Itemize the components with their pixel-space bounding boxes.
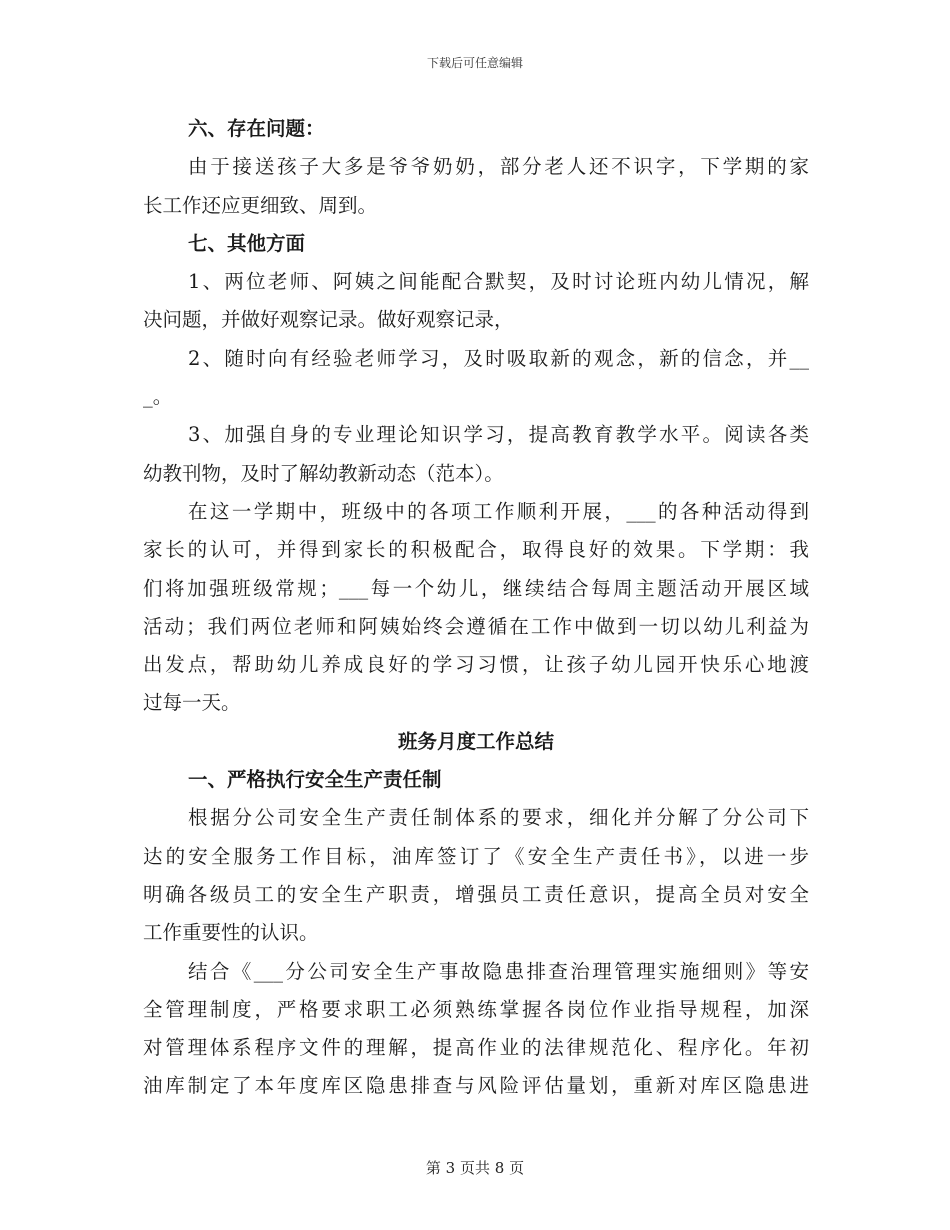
paragraph-line: 明确各级员工的安全生产职责，增强员工责任意识，提高全员对安全 (143, 882, 809, 906)
paragraph-line: 由于接送孩子大多是爷爷奶奶，部分老人还不识字，下学期的家 (188, 155, 809, 179)
paragraph-line: 工作重要性的认识。 (143, 921, 319, 945)
page-header: 下载后可任意编辑 (426, 56, 523, 70)
paragraph-line: 出发点，帮助幼儿养成良好的学习习惯，让孩子幼儿园开快乐心地渡 (143, 653, 809, 677)
section-heading-safety: 一、严格执行安全生产责任制 (188, 768, 442, 792)
paragraph-line: 决问题，并做好观察记录。做好观察记录， (143, 308, 514, 332)
paragraph-line: 长工作还应更细致、周到。 (143, 193, 378, 217)
section-heading-other: 七、其他方面 (188, 231, 306, 255)
paragraph-line: 达的安全服务工作目标，油库签订了《安全生产责任书》，以进一步 (143, 844, 809, 868)
paragraph-line: 对管理体系程序文件的理解，提高作业的法律规范化、程序化。年初 (143, 1036, 809, 1060)
paragraph-line: 过每一天。 (143, 691, 241, 715)
paragraph-line: 们将加强班级常规；___每一个幼儿，继续结合每周主题活动开展区域 (143, 576, 809, 600)
paragraph-line: _。 (143, 385, 173, 409)
paragraph-line: 在这一学期中，班级中的各项工作顺利开展，___的各种活动得到 (188, 499, 809, 523)
document-title: 班务月度工作总结 (397, 729, 554, 753)
paragraph-line: 根据分公司安全生产责任制体系的要求，细化并分解了分公司下 (188, 806, 809, 830)
paragraph-line: 油库制定了本年度库区隐患排查与风险评估量划，重新对库区隐患进 (143, 1074, 809, 1098)
document-body (143, 110, 809, 1106)
section-heading-problems: 六、存在问题： (188, 117, 325, 140)
paragraph-line: 活动；我们两位老师和阿姨始终会遵循在工作中做到一切以幼儿利益为 (143, 614, 809, 638)
paragraph-line: 全管理制度，严格要求职工必须熟练掌握各岗位作业指导规程，加深 (143, 997, 809, 1021)
paragraph-line: 家长的认可，并得到家长的积极配合，取得良好的效果。下学期：我 (143, 538, 809, 562)
paragraph-line: 幼教刊物，及时了解幼教新动态（范本）。 (143, 461, 504, 485)
list-item-2: 2、随时向有经验老师学习，及时吸取新的观念，新的信念，并__ (188, 346, 809, 370)
list-item-3: 3、加强自身的专业理论知识学习，提高教育教学水平。阅读各类 (188, 423, 809, 447)
page-footer: 第 3 页共 8 页 (425, 1159, 525, 1177)
list-item-1: 1、两位老师、阿姨之间能配合默契，及时讨论班内幼儿情况，解 (188, 270, 809, 294)
paragraph-line: 结合《___分公司安全生产事故隐患排查治理管理实施细则》等安 (188, 959, 809, 983)
